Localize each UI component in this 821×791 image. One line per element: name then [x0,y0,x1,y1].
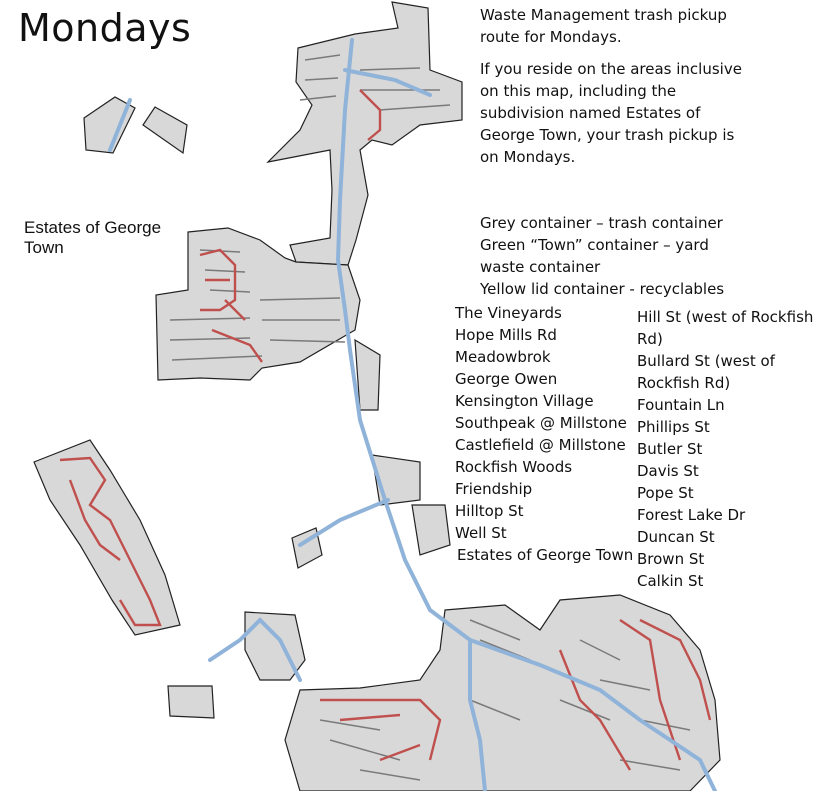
grey-container-entry: Grey container – trash container [480,214,723,232]
street-item: Bullard St (west of Rockfish Rd) [637,352,775,392]
street-item: Castlefield @ Millstone [455,436,626,454]
street-item: Meadowbrok [455,348,551,366]
area-southeast-main [285,595,720,791]
street-item: Hilltop St [455,502,524,520]
street-item: Duncan St [637,528,715,546]
area-north-corridor [268,2,462,265]
street-item: Brown St [637,550,705,568]
street-item: Rockfish Woods [455,458,573,476]
street-item: Well St [455,524,507,542]
container-legend [480,212,750,300]
yellow-lid-container-entry: Yellow lid container - recyclables [480,280,725,298]
street-item: Phillips St [637,418,710,436]
street-item: Forest Lake Dr [637,506,746,524]
street-item: George Owen [455,370,558,388]
street-item: The Vineyards [455,304,562,322]
intro-text [480,4,750,178]
street-item: Butler St [637,440,703,458]
area-southwest-strip [34,440,180,635]
area-northwest-tiny-2 [143,107,187,153]
area-well-st [412,505,450,555]
area-small-south-west [168,686,214,718]
intro-paragraph: Waste Management trash pickup route for Mondays. [480,6,727,46]
street-item: Davis St [637,462,699,480]
streets-list-left [455,302,635,566]
street-item: Hill St (west of Rockfish Rd) [637,308,814,348]
street-item: Calkin St [637,572,704,590]
streets-list-right [637,306,817,592]
street-item: Pope St [637,484,694,502]
street-item: Estates of George Town [457,546,634,564]
green-container-entry: Green “Town” container – yard waste container [480,236,709,276]
map-title: Mondays [18,6,192,50]
street-item: Hope Mills Rd [455,326,557,344]
estates-of-george-town-label: Estates of George Town [24,218,162,257]
intro-paragraph: If you reside on the areas inclusive on this map, including the subdivision named Estates of George Town, your trash pickup is on Mondays. [480,60,742,166]
street-item: Southpeak @ Millstone [455,414,627,432]
street-item: Kensington Village [455,392,594,410]
street-item: Friendship [455,480,533,498]
street-item: Fountain Ln [637,396,725,414]
